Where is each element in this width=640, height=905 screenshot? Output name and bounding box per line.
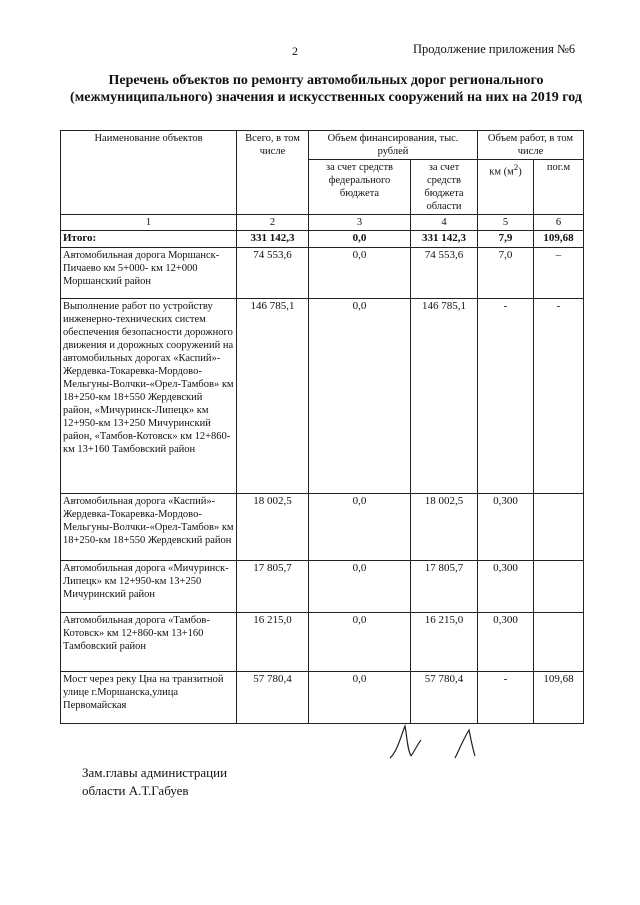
object-pogm: - <box>534 299 584 494</box>
object-total: 16 215,0 <box>237 613 309 672</box>
signature-block <box>82 764 227 800</box>
object-total: 74 553,6 <box>237 248 309 299</box>
object-federal: 0,0 <box>309 672 411 724</box>
column-number: 6 <box>534 215 584 231</box>
table-row <box>61 672 584 724</box>
table-row <box>61 561 584 613</box>
object-regional: 17 805,7 <box>411 561 478 613</box>
object-km: - <box>478 299 534 494</box>
header-name: Наименование объектов <box>61 131 237 215</box>
object-total: 17 805,7 <box>237 561 309 613</box>
object-regional: 57 780,4 <box>411 672 478 724</box>
header-pogm: пог.м <box>534 160 584 215</box>
header-km-text: км (м <box>489 166 514 178</box>
object-name: Автомобильная дорога «Мичуринск-Липецк» км 12+950-км 13+250 Мичуринский район <box>61 561 237 613</box>
table-row <box>61 248 584 299</box>
column-number: 2 <box>237 215 309 231</box>
object-total: 146 785,1 <box>237 299 309 494</box>
object-total: 18 002,5 <box>237 494 309 561</box>
object-federal: 0,0 <box>309 248 411 299</box>
object-pogm <box>534 613 584 672</box>
total-label: Итого: <box>61 231 237 248</box>
header-financing: Объем финансирования, тыс. рублей <box>309 131 478 160</box>
table-row <box>61 494 584 561</box>
object-km: 0,300 <box>478 494 534 561</box>
object-name: Выполнение работ по устройству инженерно-технических систем обеспечения безопасности дорожного движения и дорожных сооружений на автомобильных дорогах «Каспий»-Жердевка-Токаревка-Мордово-Мельгуны-Волчки-«Орел-Тамбов» км 18+250-км 18+550 Жердевский район, «Мичуринск-Липецк» км 12+950-км 13+250 Мичуринский район, «Тамбов-Котовск» км 12+860-км 13+160 Тамбовский район <box>61 299 237 494</box>
total-row <box>61 231 584 248</box>
object-pogm: 109,68 <box>534 672 584 724</box>
object-name: Автомобильная дорога «Каспий»-Жердевка-Токаревка-Мордово-Мельгуны-Волчки-«Орел-Тамбов» км 18+250-км 18+550 Жердевский район <box>61 494 237 561</box>
handwritten-signature <box>385 722 495 762</box>
table-row <box>61 613 584 672</box>
object-federal: 0,0 <box>309 561 411 613</box>
header-work: Объем работ, в том числе <box>478 131 584 160</box>
table-row <box>61 299 584 494</box>
objects-table <box>60 130 584 724</box>
signature-position: Зам.главы администрации <box>82 765 228 780</box>
object-km: 7,0 <box>478 248 534 299</box>
total-sum: 331 142,3 <box>237 231 309 248</box>
object-regional: 74 553,6 <box>411 248 478 299</box>
object-regional: 18 002,5 <box>411 494 478 561</box>
page-number: 2 <box>292 44 298 58</box>
column-number: 4 <box>411 215 478 231</box>
object-total: 57 780,4 <box>237 672 309 724</box>
header-km-close: ) <box>518 166 522 178</box>
column-number: 5 <box>478 215 534 231</box>
object-federal: 0,0 <box>309 299 411 494</box>
object-km: - <box>478 672 534 724</box>
total-regional: 331 142,3 <box>411 231 478 248</box>
object-federal: 0,0 <box>309 613 411 672</box>
column-number: 3 <box>309 215 411 231</box>
object-km: 0,300 <box>478 613 534 672</box>
header-km-sup: 2 <box>513 162 519 172</box>
total-pogm: 109,68 <box>534 231 584 248</box>
header-regional: за счет средств бюджета области <box>411 160 478 215</box>
total-km: 7,9 <box>478 231 534 248</box>
object-pogm <box>534 561 584 613</box>
appendix-label: Продолжение приложения №6 <box>413 42 576 56</box>
header-row-1 <box>61 131 584 160</box>
object-pogm: – <box>534 248 584 299</box>
total-federal: 0,0 <box>309 231 411 248</box>
object-name: Мост через реку Цна на транзитной улице г.Моршанска,улица Первомайская <box>61 672 237 724</box>
object-federal: 0,0 <box>309 494 411 561</box>
object-regional: 146 785,1 <box>411 299 478 494</box>
object-regional: 16 215,0 <box>411 613 478 672</box>
header-total: Всего, в том числе <box>237 131 309 215</box>
object-pogm <box>534 494 584 561</box>
signature-name: области А.Т.Габуев <box>82 783 189 798</box>
column-number: 1 <box>61 215 237 231</box>
object-name: Автомобильная дорога Моршанск- Пичаево км 5+000- км 12+000 Моршанский район <box>61 248 237 299</box>
document-title: Перечень объектов по ремонту автомобильных дорог регионального (межмуниципального) значения и искусственных сооружений на них на 2019 год <box>70 73 582 105</box>
header-km <box>478 160 534 215</box>
object-km: 0,300 <box>478 561 534 613</box>
object-name: Автомобильная дорога «Тамбов-Котовск» км 12+860-км 13+160 Тамбовский район <box>61 613 237 672</box>
header-federal: за счет средств федерального бюджета <box>309 160 411 215</box>
column-number-row <box>61 215 584 231</box>
